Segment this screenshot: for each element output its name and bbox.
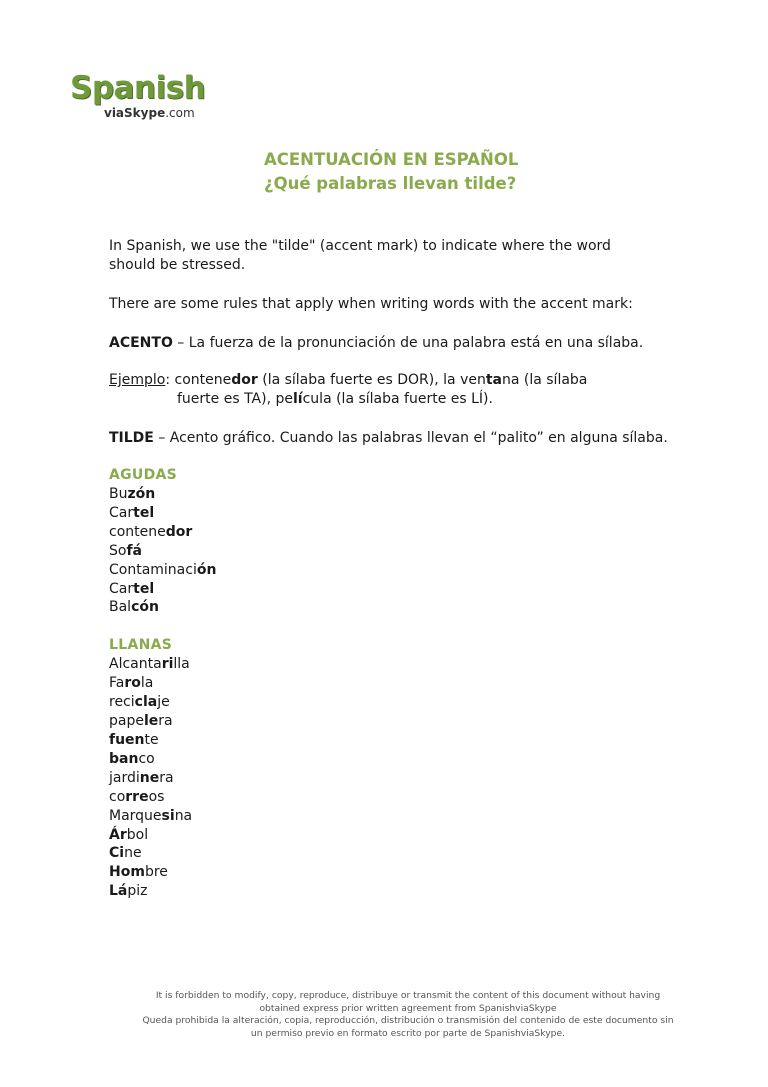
document-body xyxy=(109,237,729,920)
word-pre: Bal xyxy=(109,599,132,616)
ejemplo-text-5: cula (la sílaba fuerte es LÍ). xyxy=(302,391,493,407)
word-item xyxy=(109,769,729,788)
word-bold: le xyxy=(143,713,159,730)
word-bold: cla xyxy=(134,694,158,711)
document-title xyxy=(264,148,518,196)
ejemplo-line-2 xyxy=(109,390,729,409)
word-pre: Car xyxy=(109,504,134,521)
word-bold: fá xyxy=(126,542,142,559)
word-item xyxy=(109,693,729,712)
word-item xyxy=(109,523,729,542)
ejemplo-bold-1: dor xyxy=(231,372,258,388)
footer-line-1: It is forbidden to modify, copy, reproduce, distribuye or transmit the content of this document without having xyxy=(155,990,661,1001)
word-item xyxy=(109,844,729,863)
word-post: co xyxy=(138,750,155,767)
word-post: ra xyxy=(158,713,173,730)
word-bold: ri xyxy=(161,656,174,673)
word-post: na xyxy=(174,807,193,824)
word-bold: cón xyxy=(131,599,159,616)
word-pre: Marque xyxy=(109,807,162,824)
word-post: bre xyxy=(144,864,168,881)
word-bold: Ci xyxy=(109,845,125,862)
tilde-definition xyxy=(109,429,729,448)
rules-intro: There are some rules that apply when writing words with the accent mark: xyxy=(109,296,633,312)
word-item xyxy=(109,882,729,901)
word-pre: So xyxy=(109,542,127,559)
intro-paragraph xyxy=(109,237,729,275)
word-post: la xyxy=(140,675,154,692)
footer-line-2: obtained express prior written agreement from SpanishviaSkype xyxy=(259,1002,557,1014)
word-pre: jardi xyxy=(109,769,140,786)
word-bold: fuen xyxy=(109,731,145,748)
word-bold: rre xyxy=(125,788,149,805)
word-bold: ne xyxy=(139,769,160,786)
word-pre: Contaminaci xyxy=(109,561,197,578)
logo-sub-rest: .com xyxy=(165,106,195,120)
word-bold: ón xyxy=(196,561,217,578)
intro-line-1: In Spanish, we use the "tilde" (accent mark) to indicate where the word xyxy=(109,238,611,254)
word-pre: co xyxy=(109,788,126,805)
word-bold: tel xyxy=(133,580,155,597)
word-item xyxy=(109,561,729,580)
word-item xyxy=(109,712,729,731)
word-pre: Bu xyxy=(109,486,128,502)
footer-notice xyxy=(108,990,708,1040)
word-item xyxy=(109,655,729,674)
word-item xyxy=(109,863,729,882)
ejemplo-text-3: na (la sílaba xyxy=(501,372,588,388)
title-line-1: ACENTUACIÓN EN ESPAÑOL xyxy=(264,150,519,169)
agudas-title: AGUDAS xyxy=(109,467,178,483)
ejemplo-text-4: fuerte es TA), pe xyxy=(177,391,293,407)
word-item xyxy=(109,542,729,561)
word-bold: ban xyxy=(109,750,139,767)
logo xyxy=(70,70,206,126)
word-item xyxy=(109,485,729,504)
footer-line-4: un permiso previo en formato escrito por parte de SpanishviaSkype. xyxy=(250,1027,566,1039)
word-post: ra xyxy=(159,769,174,786)
word-pre: contene xyxy=(109,523,166,540)
word-bold: Ár xyxy=(109,826,127,843)
word-post: lla xyxy=(173,656,190,673)
word-item xyxy=(109,750,729,769)
llanas-title: LLANAS xyxy=(109,637,173,654)
word-bold: ro xyxy=(124,675,141,692)
word-bold: tel xyxy=(133,504,155,521)
word-post: je xyxy=(157,694,170,711)
ejemplo-label: Ejemplo xyxy=(109,372,166,388)
tilde-text: – Acento gráfico. Cuando las palabras llevan el “palito” en alguna sílaba. xyxy=(153,430,668,446)
acento-definition xyxy=(109,334,729,353)
word-item xyxy=(109,674,729,693)
word-bold: si xyxy=(161,807,175,824)
word-item xyxy=(109,826,729,845)
title-line-2: ¿Qué palabras llevan tilde? xyxy=(264,174,517,193)
word-post: te xyxy=(144,731,159,748)
word-item xyxy=(109,731,729,750)
tilde-label: TILDE xyxy=(109,430,154,446)
llanas-list xyxy=(109,655,729,901)
word-bold: dor xyxy=(165,523,193,540)
word-item xyxy=(109,788,729,807)
word-item xyxy=(109,598,729,617)
logo-sub-bold: viaSkype xyxy=(104,106,166,120)
word-item xyxy=(109,580,729,599)
word-post: ne xyxy=(124,845,142,862)
word-post: piz xyxy=(127,883,148,900)
word-bold: Hom xyxy=(109,864,145,881)
ejemplo-bold-3: lí xyxy=(293,391,303,407)
word-pre: reci xyxy=(109,694,135,711)
word-bold: Lá xyxy=(109,883,128,900)
acento-label: ACENTO xyxy=(109,335,173,351)
word-post: bol xyxy=(126,826,149,843)
ejemplo-text-1: : contene xyxy=(165,372,232,388)
logo-main-text: Spanish xyxy=(70,70,206,106)
word-pre: pape xyxy=(109,713,144,730)
ejemplo-text-2: (la sílaba fuerte es DOR), la ven xyxy=(257,372,486,388)
ejemplo-paragraph xyxy=(109,371,729,409)
agudas-list xyxy=(109,485,729,617)
ejemplo-bold-2: ta xyxy=(485,372,502,388)
logo-sub-text xyxy=(104,106,195,120)
word-pre: Car xyxy=(109,580,134,597)
word-item xyxy=(109,807,729,826)
word-post: os xyxy=(148,788,165,805)
word-item xyxy=(109,504,729,523)
word-bold: zón xyxy=(127,486,156,502)
footer-line-3: Queda prohibida la alteración, copia, reproducción, distribución o transmisión del contenido de este documento sin xyxy=(142,1015,674,1026)
acento-text: – La fuerza de la pronunciación de una palabra está en una sílaba. xyxy=(172,335,644,351)
intro-line-2: should be stressed. xyxy=(109,257,246,273)
word-pre: Fa xyxy=(109,675,125,692)
word-pre: Alcanta xyxy=(109,656,162,673)
